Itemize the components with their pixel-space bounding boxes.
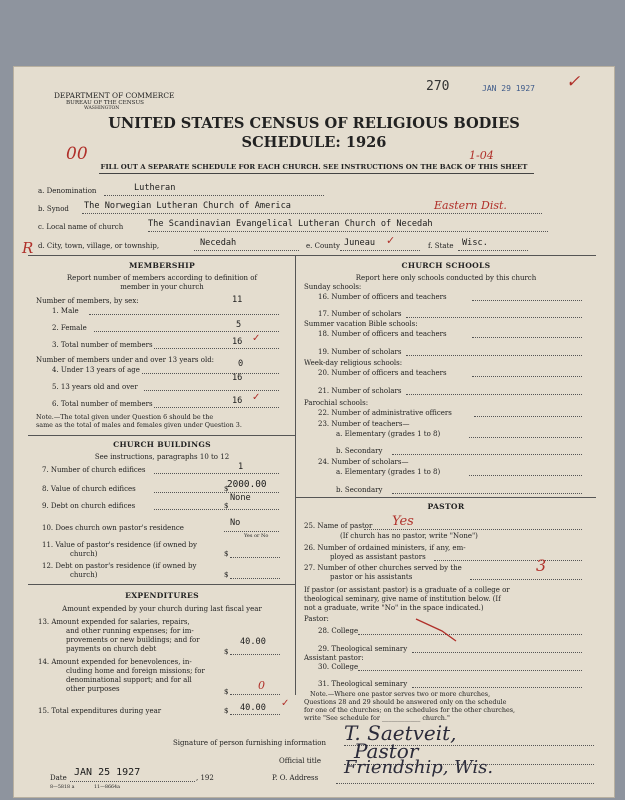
q23b-label: b. Secondary xyxy=(336,447,383,455)
weekday-schools-label: Week-day religious schools: xyxy=(304,359,403,367)
denomination-value[interactable]: Lutheran xyxy=(134,183,176,193)
q22-field[interactable] xyxy=(474,416,582,417)
q12-label-2: church) xyxy=(70,571,98,579)
date-value[interactable]: JAN 25 1927 xyxy=(74,767,141,778)
q3-total-value[interactable]: 16 xyxy=(232,337,243,347)
parochial-schools-label: Parochial schools: xyxy=(304,399,369,407)
q30-label: 30. College xyxy=(318,663,359,671)
q13-label-4: payments on church debt xyxy=(66,645,157,653)
q24a-field[interactable] xyxy=(469,475,582,476)
synod-label: b. Synod xyxy=(38,205,69,213)
q23-label: 23. Number of teachers— xyxy=(318,420,410,428)
q28-label: 28. College xyxy=(318,627,359,635)
graduate-instruction-3: not a graduate, write "No" in the space indicated.) xyxy=(304,604,484,612)
po-address-label: P. O. Address xyxy=(272,774,319,782)
q16-field[interactable] xyxy=(472,300,582,301)
q12-field[interactable] xyxy=(230,578,280,579)
q29-label: 29. Theological seminary xyxy=(318,645,408,653)
q26-label-1: 26. Number of ordained ministers, if any, em- xyxy=(304,544,466,552)
q11-label-1: 11. Value of pastor's residence (if owned by xyxy=(42,541,197,549)
q26-field[interactable] xyxy=(434,560,582,561)
pastor-education-red-mark xyxy=(412,615,460,645)
q13-label-1: 13. Amount expended for salaries, repairs, xyxy=(38,618,190,626)
q16-label: 16. Number of officers and teachers xyxy=(318,293,447,301)
q18-field[interactable] xyxy=(472,337,582,338)
city-label: d. City, town, village, or township, xyxy=(38,242,160,250)
q14-label-3: denominational support; and for all xyxy=(66,676,192,684)
q30-field[interactable] xyxy=(358,670,582,671)
q24b-label: b. Secondary xyxy=(336,486,383,494)
q24a-label: a. Elementary (grades 1 to 8) xyxy=(336,468,441,476)
q13-label-3: provements or new buildings; and for xyxy=(66,636,200,644)
q6-check-mark: ✓ xyxy=(252,392,261,403)
state-label: f. State xyxy=(428,242,454,250)
q15-dollar: $ xyxy=(224,707,229,715)
q3-check-mark: ✓ xyxy=(252,333,261,344)
q18-label: 18. Number of officers and teachers xyxy=(318,330,447,338)
membership-note-2: same as the total of males and females given under Question 3. xyxy=(36,421,242,429)
q14-dollar: $ xyxy=(224,688,229,696)
q15-value[interactable]: 40.00 xyxy=(240,703,266,713)
q19-field[interactable] xyxy=(406,355,582,356)
q1-male-value[interactable]: 11 xyxy=(232,295,243,305)
signature-label: Signature of person furnishing information xyxy=(173,739,327,747)
q9-dollar: $ xyxy=(224,502,229,510)
official-title-value[interactable]: Pastor xyxy=(354,739,419,763)
q11-field[interactable] xyxy=(230,557,280,558)
q27-value[interactable]: 3 xyxy=(536,556,547,575)
bureau-city: WASHINGTON xyxy=(84,106,120,111)
check-mark: ✓ xyxy=(566,72,581,92)
assistant-pastor-subheading: Assistant pastor: xyxy=(304,654,364,662)
q6-total-value[interactable]: 16 xyxy=(232,396,243,406)
stamp-number: 270 xyxy=(426,79,450,94)
q21-label: 21. Number of scholars xyxy=(318,387,402,395)
q14-label-2: cluding home and foreign missions; for xyxy=(66,667,205,675)
q12-dollar: $ xyxy=(224,571,229,579)
pastor-note-2: Questions 28 and 29 should be answered only on the schedule xyxy=(304,698,507,706)
q14-label-4: other purposes xyxy=(66,685,120,693)
q17-field[interactable] xyxy=(406,317,582,318)
pastor-heading: PASTOR xyxy=(427,502,465,511)
q14-value[interactable]: 0 xyxy=(258,679,265,692)
q27-label-2: pastor or his assistants xyxy=(330,573,413,581)
membership-heading: MEMBERSHIP xyxy=(128,261,196,270)
q28-field[interactable] xyxy=(358,634,582,635)
form-title: UNITED STATES CENSUS OF RELIGIOUS BODIES xyxy=(108,115,520,132)
bureau-name: BUREAU OF THE CENSUS xyxy=(66,100,145,106)
q29-field[interactable] xyxy=(412,652,582,653)
q8-value[interactable]: 2000.00 xyxy=(227,479,267,490)
q22-label: 22. Number of administrative officers xyxy=(318,409,452,417)
q11-dollar: $ xyxy=(224,550,229,558)
handwritten-r-mark: R xyxy=(22,239,34,257)
dept-name: DEPARTMENT OF COMMERCE xyxy=(54,91,175,100)
po-address-value[interactable]: Friendship, Wis. xyxy=(344,757,494,778)
city-value[interactable]: Necedah xyxy=(200,238,237,248)
q13-dollar: $ xyxy=(224,648,229,656)
q24b-field[interactable] xyxy=(392,493,582,494)
members-by-sex-label: Number of members, by sex: xyxy=(36,297,139,305)
denomination-label: a. Denomination xyxy=(38,187,97,195)
q9-debt-label: 9. Debt on church edifices xyxy=(42,502,136,510)
q25-label: 25. Name of pastor xyxy=(304,522,373,530)
age-intro-label: Number of members under and over 13 years old: xyxy=(36,356,215,364)
membership-intro-2: member in your church xyxy=(120,283,204,291)
form-number: 8—5818 a xyxy=(50,785,75,790)
county-check-mark: ✓ xyxy=(386,234,396,247)
q4-under13-label: 4. Under 13 years of age xyxy=(52,366,140,374)
sunday-schools-label: Sunday schools: xyxy=(304,283,362,291)
q21-field[interactable] xyxy=(406,394,582,395)
q7-edifices-value[interactable]: 1 xyxy=(238,462,244,472)
q25-instruction: (If church has no pastor, write "None") xyxy=(340,532,478,540)
signature-value[interactable]: T. Saetveit, xyxy=(344,721,457,745)
church-name-label: c. Local name of church xyxy=(38,223,124,231)
graduate-instruction-1: If pastor (or assistant pastor) is a graduate of a college or xyxy=(304,586,510,594)
q4-under13-value[interactable]: 0 xyxy=(238,359,244,369)
q13-label-2: and other running expenses; for im- xyxy=(66,627,194,635)
date-label: Date xyxy=(50,774,67,782)
q23a-label: a. Elementary (grades 1 to 8) xyxy=(336,430,441,438)
q13-value[interactable]: 40.00 xyxy=(240,637,266,647)
q15-check-mark: ✓ xyxy=(281,698,290,709)
q3-total-label: 3. Total number of members xyxy=(52,341,153,349)
membership-note-1: Note.—The total given under Question 6 should be the xyxy=(36,413,214,421)
q31-field[interactable] xyxy=(412,687,582,688)
q26-label-2: ployed as assistant pastors xyxy=(330,553,426,561)
q8-value-label: 8. Value of church edifices xyxy=(42,485,136,493)
pastor-note-3: for one of the churches; on the schedules for the other churches, xyxy=(304,706,516,714)
q27-label-1: 27. Number of other churches served by the xyxy=(304,564,462,572)
received-date-stamp: JAN 29 1927 xyxy=(482,84,535,93)
pastor-note-1: Note.—Where one pastor serves two or more churches, xyxy=(310,690,491,698)
official-title-label: Official title xyxy=(279,757,321,765)
q19-label: 19. Number of scholars xyxy=(318,348,402,356)
expenditures-heading: EXPENDITURES xyxy=(125,591,199,600)
state-value[interactable]: Wisc. xyxy=(462,238,488,248)
pastor-note-4: write "See schedule for ____________ church." xyxy=(304,714,450,722)
q1-male-label: 1. Male xyxy=(52,307,79,315)
schedule-title: SCHEDULE: 1926 xyxy=(241,134,387,151)
q20-label: 20. Number of officers and teachers xyxy=(318,369,447,377)
pastor-subheading: Pastor: xyxy=(304,615,329,623)
church-name-value[interactable]: The Scandinavian Evangelical Lutheran Church of Necedah xyxy=(148,219,433,229)
summer-schools-label: Summer vacation Bible schools: xyxy=(304,320,418,328)
q11-label-2: church) xyxy=(70,550,98,558)
q7-edifices-label: 7. Number of church edifices xyxy=(42,466,146,474)
q31-label: 31. Theological seminary xyxy=(318,680,408,688)
q14-label-1: 14. Amount expended for benevolences, in- xyxy=(38,658,192,666)
q2-female-label: 2. Female xyxy=(52,324,87,332)
q10-residence-label: 10. Does church own pastor's residence xyxy=(42,524,184,532)
expenditures-sub: Amount expended by your church during last fiscal year xyxy=(62,605,262,613)
q8-dollar: $ xyxy=(224,485,229,493)
buildings-heading: CHURCH BUILDINGS xyxy=(113,440,211,449)
q12-label-1: 12. Debt on pastor's residence (if owned by xyxy=(42,562,197,570)
synod-annotation: Eastern Dist. xyxy=(434,199,507,212)
form-number-2: 11—8664a xyxy=(94,785,120,790)
handwritten-code-00: 00 xyxy=(66,144,88,164)
buildings-instructions: See instructions, paragraphs 10 to 12 xyxy=(94,453,230,461)
q24-label: 24. Number of scholars— xyxy=(318,458,409,466)
graduate-instruction-2: theological seminary, give name of institution below. (If xyxy=(304,595,501,603)
census-schedule-sheet xyxy=(13,66,615,798)
q6-total-label: 6. Total number of members xyxy=(52,400,153,408)
membership-intro-1: Report number of members according to definition of xyxy=(66,274,258,282)
q17-label: 17. Number of scholars xyxy=(318,310,402,318)
separate-schedule-instruction: FILL OUT A SEPARATE SCHEDULE FOR EACH CHURCH. SEE INSTRUCTIONS ON THE BACK OF THIS SHEET xyxy=(100,163,528,171)
schools-heading: CHURCH SCHOOLS xyxy=(401,261,491,270)
q25-value[interactable]: Yes xyxy=(392,514,414,529)
q5-over13-value[interactable]: 16 xyxy=(232,373,243,383)
year-suffix: , 192 xyxy=(196,774,214,782)
q10-residence-value[interactable]: No xyxy=(230,518,241,528)
handwritten-code: 1-04 xyxy=(469,149,494,162)
q2-female-value[interactable]: 5 xyxy=(236,320,242,330)
q5-over13-label: 5. 13 years old and over xyxy=(52,383,138,391)
q9-debt-value[interactable]: None xyxy=(230,493,251,503)
q20-field[interactable] xyxy=(472,376,582,377)
yes-no-hint: Yes or No xyxy=(244,533,269,539)
q23b-field[interactable] xyxy=(392,454,582,455)
q23a-field[interactable] xyxy=(469,437,582,438)
schools-intro: Report here only schools conducted by this church xyxy=(355,274,537,282)
synod-value[interactable]: The Norwegian Lutheran Church of America xyxy=(84,201,291,211)
q15-label: 15. Total expenditures during year xyxy=(38,707,162,715)
county-label: e. County xyxy=(306,242,340,250)
county-value[interactable]: Juneau xyxy=(344,238,376,248)
